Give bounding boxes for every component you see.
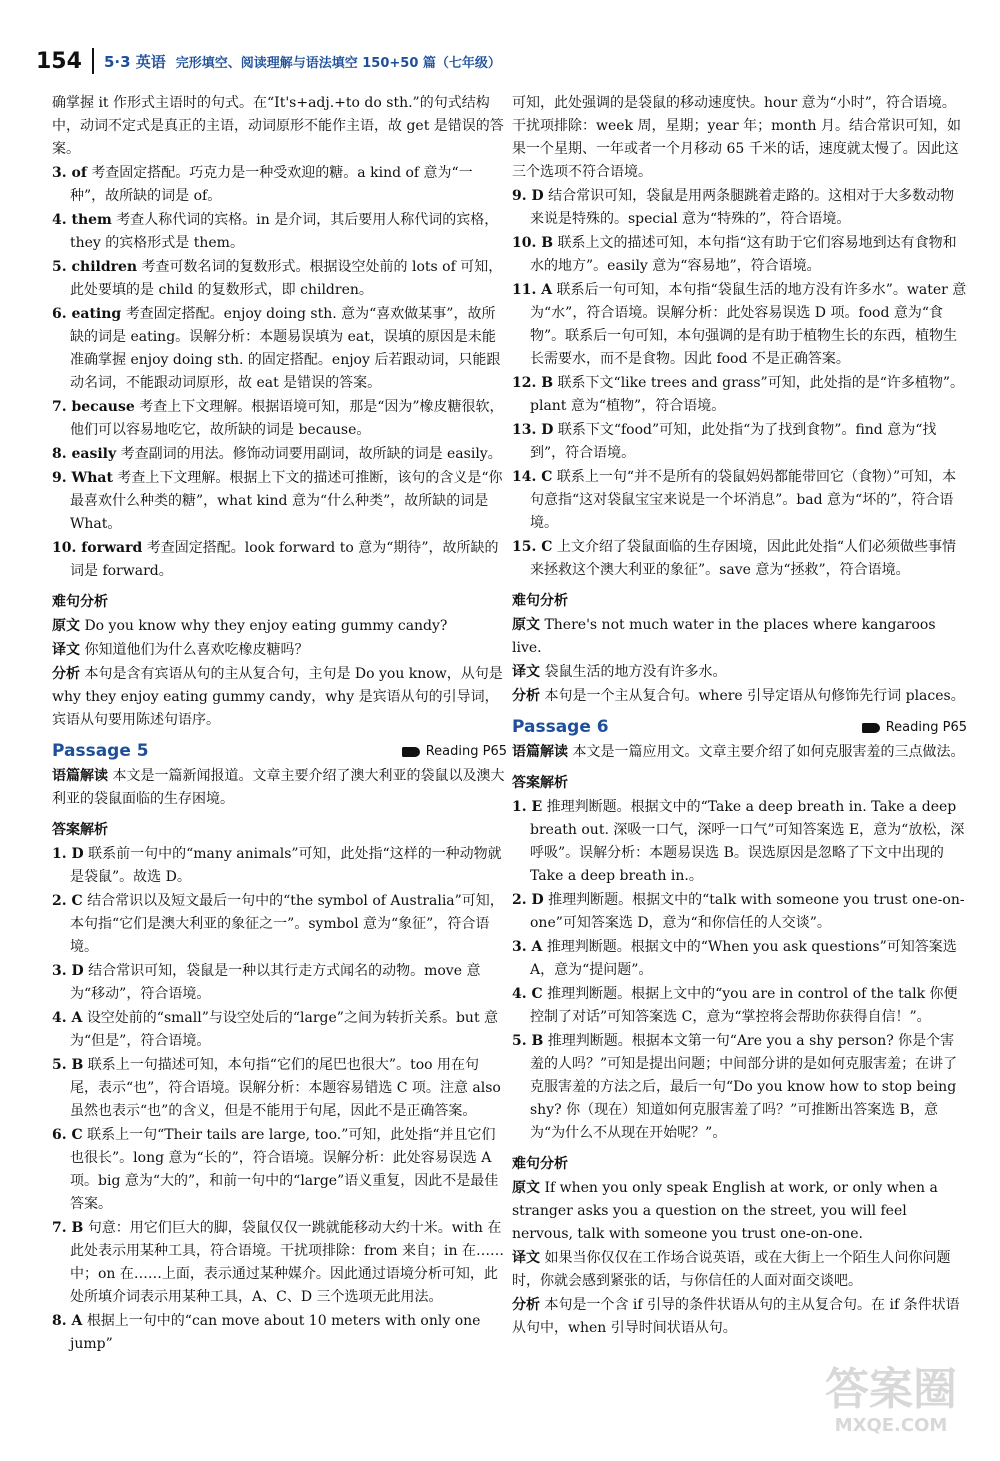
continued-text: 确掌握 it 作形式主语时的句式。在“It's+adj.+to do sth.”的句式结构中，动词不定式是真正的主语，动词原形不能作主语，故 get 是错误的答案。: [52, 95, 504, 157]
difficult-original: 原文 If when you only speak English at work, or only when a stranger asks you a question on the street, you will feel nervous, talk with someone you trust one-on-one.: [512, 1180, 938, 1242]
passage-intro: 语篇解读 本文是一篇新闻报道。文章主要介绍了澳大利亚的袋鼠以及澳大利亚的袋鼠面临的生存困境。: [52, 768, 505, 807]
difficult-analysis: 分析 本句是一个含 if 引导的条件状语从句的主从复合句。在 if 条件状语从句中，when 引导时间状语从句。: [512, 1297, 960, 1336]
answer-item: 2. D 推理判断题。根据文中的“talk with someone you trust one-on-one”可知答案选 D，意为“和你信任的人交谈”。: [512, 892, 965, 931]
answer-item: 8. A 根据上一句中的“can move about 10 meters with only one jump”: [52, 1313, 481, 1352]
answer-item: 14. C 联系上一句“并不是所有的袋鼠妈妈都能带回它（食物）”可知，本句意指“这对袋鼠宝宝来说是一个坏消息”。bad 意为“坏的”，符合语境。: [512, 469, 957, 531]
answers-label: 答案解析: [52, 822, 108, 838]
pointing-hand-icon: [402, 747, 420, 757]
answer-item: 4. them 考查人称代词的宾格。in 是介词，其后要用人称代词的宾格，they 的宾格形式是 them。: [52, 212, 499, 251]
answer-item: 10. B 联系上文的描述可知，本句指“这有助于它们容易地到达有食物和水的地方”。easily 意为“容易地”，符合语境。: [512, 235, 957, 274]
left-column: [52, 92, 507, 1357]
answer-item: 3. D 结合常识可知，袋鼠是一种以其行走方式闻名的动物。move 意为“移动”，符合语境。: [52, 963, 481, 1002]
difficult-analysis: 分析 本句是含有宾语从句的主从复合句，主句是 Do you know，从句是 why they enjoy eating gummy candy，why 是宾语从句的引导词，宾语从句要用陈述句语序。: [52, 666, 503, 728]
difficult-translation: 译文 如果当你仅仅在工作场合说英语，或在大街上一个陌生人问你问题时，你就会感到紧张的话，与你信任的人面对面交谈吧。: [512, 1250, 951, 1289]
header-divider: [92, 48, 94, 74]
difficult-translation: 译文 你知道他们为什么喜欢吃橡皮糖吗？: [52, 642, 309, 658]
difficult-sentence-label: 难句分析: [52, 594, 108, 610]
book-subtitle: 完形填空、阅读理解与语法填空 150+50 篇（七年级）: [175, 55, 501, 71]
difficult-sentence-label: 难句分析: [512, 1156, 568, 1172]
answer-item: 9. What 考查上下文理解。根据上下文的描述可推断，该句的含义是“你最喜欢什么种类的糖”，what kind 意为“什么种类”，故所缺的词是 What。: [52, 470, 503, 532]
reading-page-ref: Reading P65: [402, 740, 507, 763]
site-watermark: 答案圈 MXQE.COM: [825, 1364, 957, 1436]
answer-item: 5. B 联系上一句描述可知，本句指“它们的尾巴也很大”。too 用在句尾，表示“也”，符合语境。误解分析：本题容易错选 C 项。注意 also 虽然也表示“也”的含义，但是不能用于句尾，因此不是正确答案。: [52, 1057, 501, 1119]
answer-item: 10. forward 考查固定搭配。look forward to 意为“期待”，故所缺的词是 forward。: [52, 540, 499, 579]
series-name: 5·3 英语: [103, 52, 166, 71]
answer-item: 8. easily 考查副词的用法。修饰动词要用副词，故所缺的词是 easily。: [52, 446, 502, 462]
answer-item: 4. A 设空处前的“small”与设空处后的“large”之间为转折关系。but 意为“但是”，符合语境。: [52, 1010, 499, 1049]
right-column: [512, 92, 967, 1341]
answer-item: 3. A 推理判断题。根据文中的“When you ask questions”可知答案选 A，意为“提问题”。: [512, 939, 957, 978]
page-number: 154: [36, 48, 82, 74]
answer-item: 12. B 联系下文“like trees and grass”可知，此处指的是“许多植物”。plant 意为“植物”，符合语境。: [512, 375, 965, 414]
answer-item: 6. eating 考查固定搭配。enjoy doing sth. 意为“喜欢做某事”，故所缺的词是 eating。误解分析：本题易误填为 eat，误填的原因是未能准确掌握 enjoy doing sth. 的固定搭配。enjoy 后若跟动词，只能跟动名词，不能跟动词原形，故 eat 是错误的答案。: [52, 306, 501, 391]
difficult-sentence-label: 难句分析: [512, 593, 568, 609]
answer-item: 15. C 上文介绍了袋鼠面临的生存困境，因此此处指“人们必须做些事情来拯救这个澳大利亚的象征”。save 意为“拯救”，符合语境。: [512, 539, 956, 578]
answer-item: 5. children 考查可数名词的复数形式。根据设空处前的 lots of 可知，此处要填的是 child 的复数形式，即 children。: [52, 259, 503, 298]
page-header: [36, 46, 976, 76]
answer-item: 3. of 考查固定搭配。巧克力是一种受欢迎的糖。a kind of 意为“一种”，故所缺的词是 of。: [52, 165, 473, 204]
difficult-original: 原文 Do you know why they enjoy eating gummy candy?: [52, 618, 448, 634]
continued-text: 可知，此处强调的是袋鼠的移动速度快。hour 意为“小时”，符合语境。干扰项排除：week 周，星期；year 年；month 月。结合常识可知，如果一个星期、一年或者一个月移动 65 千米的话，速度就太慢了。因此这三个选项不符合语境。: [512, 95, 961, 180]
answer-item: 9. D 结合常识可知，袋鼠是用两条腿跳着走路的。这相对于大多数动物来说是特殊的。special 意为“特殊的”，符合语境。: [512, 188, 955, 227]
answer-item: 7. because 考查上下文理解。根据语境可知，那是“因为”橡皮糖很软，他们可以容易地吃它，故所缺的词是 because。: [52, 399, 504, 438]
difficult-translation: 译文 袋鼠生活的地方没有许多水。: [512, 664, 727, 680]
answer-item: 6. C 联系上一句“Their tails are large, too.”可知，此处指“并且它们也很长”。long 意为“长的”，符合语境。误解分析：此处容易误选 A 项。big 意为“大的”，和前一句中的“large”语义重复，因此不是最佳答案。: [52, 1127, 499, 1212]
passage-intro: 语篇解读 本文是一篇应用文。文章主要介绍了如何克服害羞的三点做法。: [512, 744, 965, 760]
pointing-hand-icon: [862, 723, 880, 733]
answer-item: 1. E 推理判断题。根据文中的“Take a deep breath in. Take a deep breath out. 深吸一口气，深呼一口气”可知答案选 E，意为“放松，深呼吸”。误解分析：本题易误选 B。误选原因是忽略了下文中出现的 Take a deep breath in.。: [512, 799, 965, 884]
answer-item: 5. B 推理判断题。根据本文第一句“Are you a shy person? 你是个害羞的人吗？”可知是提出问题；中间部分讲的是如何克服害羞；在讲了克服害羞的方法之后，最后一句“Do you know how to stop being shy? 你（现在）知道如何克服害羞了吗？”可推断出答案选 B，意为“为什么不从现在开始呢？”。: [512, 1033, 958, 1141]
passage-5-title: Passage 5 Reading P65: [52, 741, 507, 761]
answer-item: 2. C 结合常识以及短文最后一句中的“the symbol of Australia”可知，本句指“它们是澳大利亚的象征之一”。symbol 意为“象征”，符合语境。: [52, 893, 504, 955]
answer-item: 4. C 推理判断题。根据上文中的“you are in control of the talk 你便控制了对话”可知答案选 C，意为“掌控将会帮助你获得自信！”。: [512, 986, 958, 1025]
difficult-original: 原文 There's not much water in the places where kangaroos live.: [512, 617, 936, 656]
difficult-analysis: 分析 本句是一个主从复合句。where 引导定语从句修饰先行词 places。: [512, 688, 965, 704]
answers-label: 答案解析: [512, 775, 568, 791]
reading-page-ref: Reading P65: [862, 716, 967, 739]
answer-item: 1. D 联系前一句中的“many animals”可知，此处指“这样的一种动物就是袋鼠”。故选 D。: [52, 846, 502, 885]
answer-item: 11. A 联系后一句可知，本句指“袋鼠生活的地方没有许多水”。water 意为“水”，符合语境。误解分析：此处容易误选 D 项。food 意为“食物”。联系后一句可知，本句强调的是有助于植物生长的东西，植物生长需要水，而不是食物。因此 food 不是正确答案。: [512, 282, 967, 367]
passage-6-title: Passage 6 Reading P65: [512, 717, 967, 737]
answer-item: 7. B 句意：用它们巨大的脚，袋鼠仅仅一跳就能移动大约十米。with 在此处表示用某种工具，符合语境。干扰项排除：from 来自；in 在……中；on 在……上面，表示通过某种媒介。因此通过语境分析可知，此处所填介词表示用某种工具，A、C、D 三个选项无此用法。: [52, 1220, 504, 1305]
answer-item: 13. D 联系下文“food”可知，此处指“为了找到食物”。find 意为“找到”，符合语境。: [512, 422, 937, 461]
